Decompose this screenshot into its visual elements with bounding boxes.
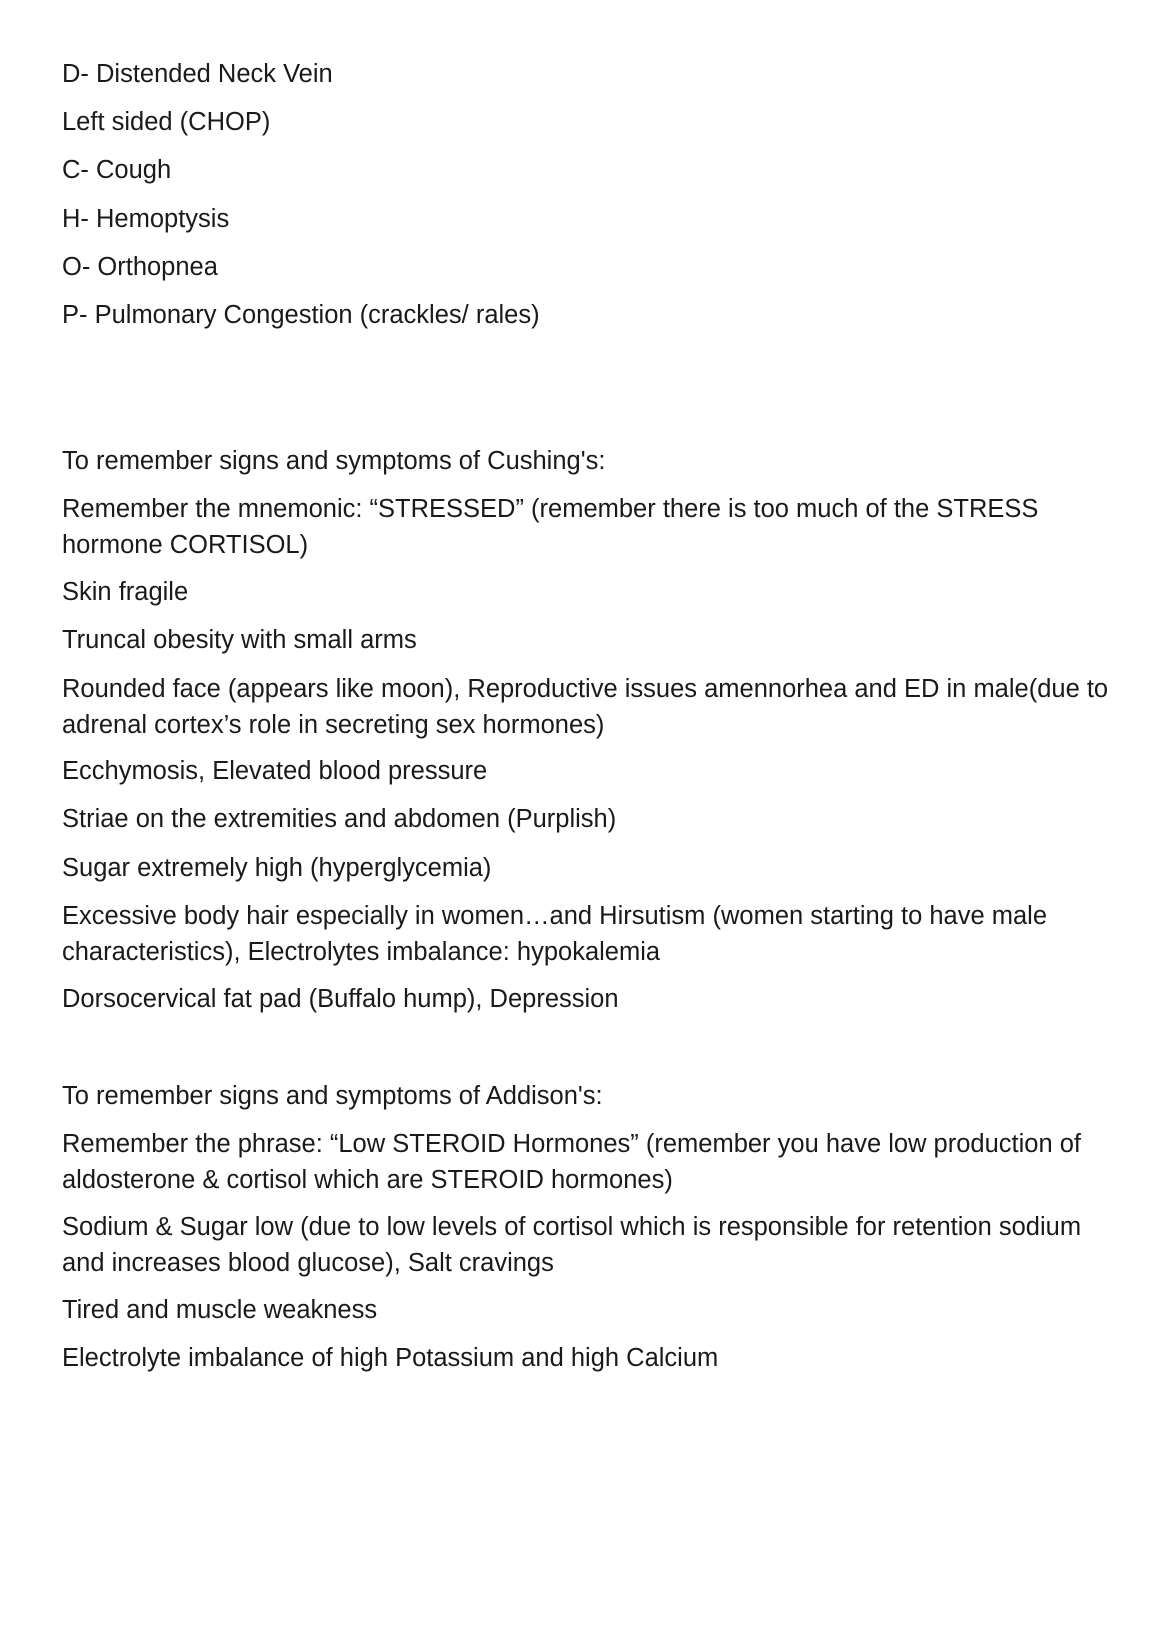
left-sided-item-cough: C- Cough [62, 156, 172, 184]
cushings-item-skin-fragile: Skin fragile [62, 578, 189, 606]
cushings-item-sugar-high: Sugar extremely high (hyperglycemia) [62, 854, 492, 882]
addisons-item-tired-muscle-weakness: Tired and muscle weakness [62, 1296, 378, 1324]
cushings-item-dorsocervical-fat-pad: Dorsocervical fat pad (Buffalo hump), Depression [62, 985, 619, 1013]
right-sided-item-distended-neck-vein: D- Distended Neck Vein [62, 60, 333, 88]
addisons-phrase: Remember the phrase: “Low STEROID Hormones” (remember you have low production of aldosterone & cortisol which are STEROID hormones) [62, 1130, 1081, 1194]
cushings-item-ecchymosis: Ecchymosis, Elevated blood pressure [62, 757, 488, 785]
left-sided-heading: Left sided (CHOP) [62, 108, 271, 136]
cushings-item-truncal-obesity: Truncal obesity with small arms [62, 626, 417, 654]
cushings-item-rounded-face: Rounded face (appears like moon), Reproductive issues amennorhea and ED in male(due to adrenal cortex’s role in secreting sex hormones) [62, 675, 1109, 739]
cushings-heading: To remember signs and symptoms of Cushing's: [62, 447, 606, 475]
cushings-item-striae: Striae on the extremities and abdomen (Purplish) [62, 805, 617, 833]
left-sided-item-orthopnea: O- Orthopnea [62, 253, 218, 281]
addisons-item-electrolyte-imbalance: Electrolyte imbalance of high Potassium and high Calcium [62, 1344, 719, 1372]
cushings-item-excessive-body-hair: Excessive body hair especially in women…and Hirsutism (women starting to have male characteristics), Electrolytes imbalance: hypokalemia [62, 902, 1047, 966]
addisons-item-sodium-sugar-low: Sodium & Sugar low (due to low levels of cortisol which is responsible for retention sodium and increases blood glucose), Salt cravings [62, 1213, 1082, 1277]
cushings-mnemonic: Remember the mnemonic: “STRESSED” (remember there is too much of the STRESS hormone CORTISOL) [62, 495, 1039, 559]
left-sided-item-pulmonary-congestion: P- Pulmonary Congestion (crackles/ rales) [62, 301, 540, 329]
addisons-heading: To remember signs and symptoms of Addison's: [62, 1082, 603, 1110]
left-sided-item-hemoptysis: H- Hemoptysis [62, 205, 230, 233]
